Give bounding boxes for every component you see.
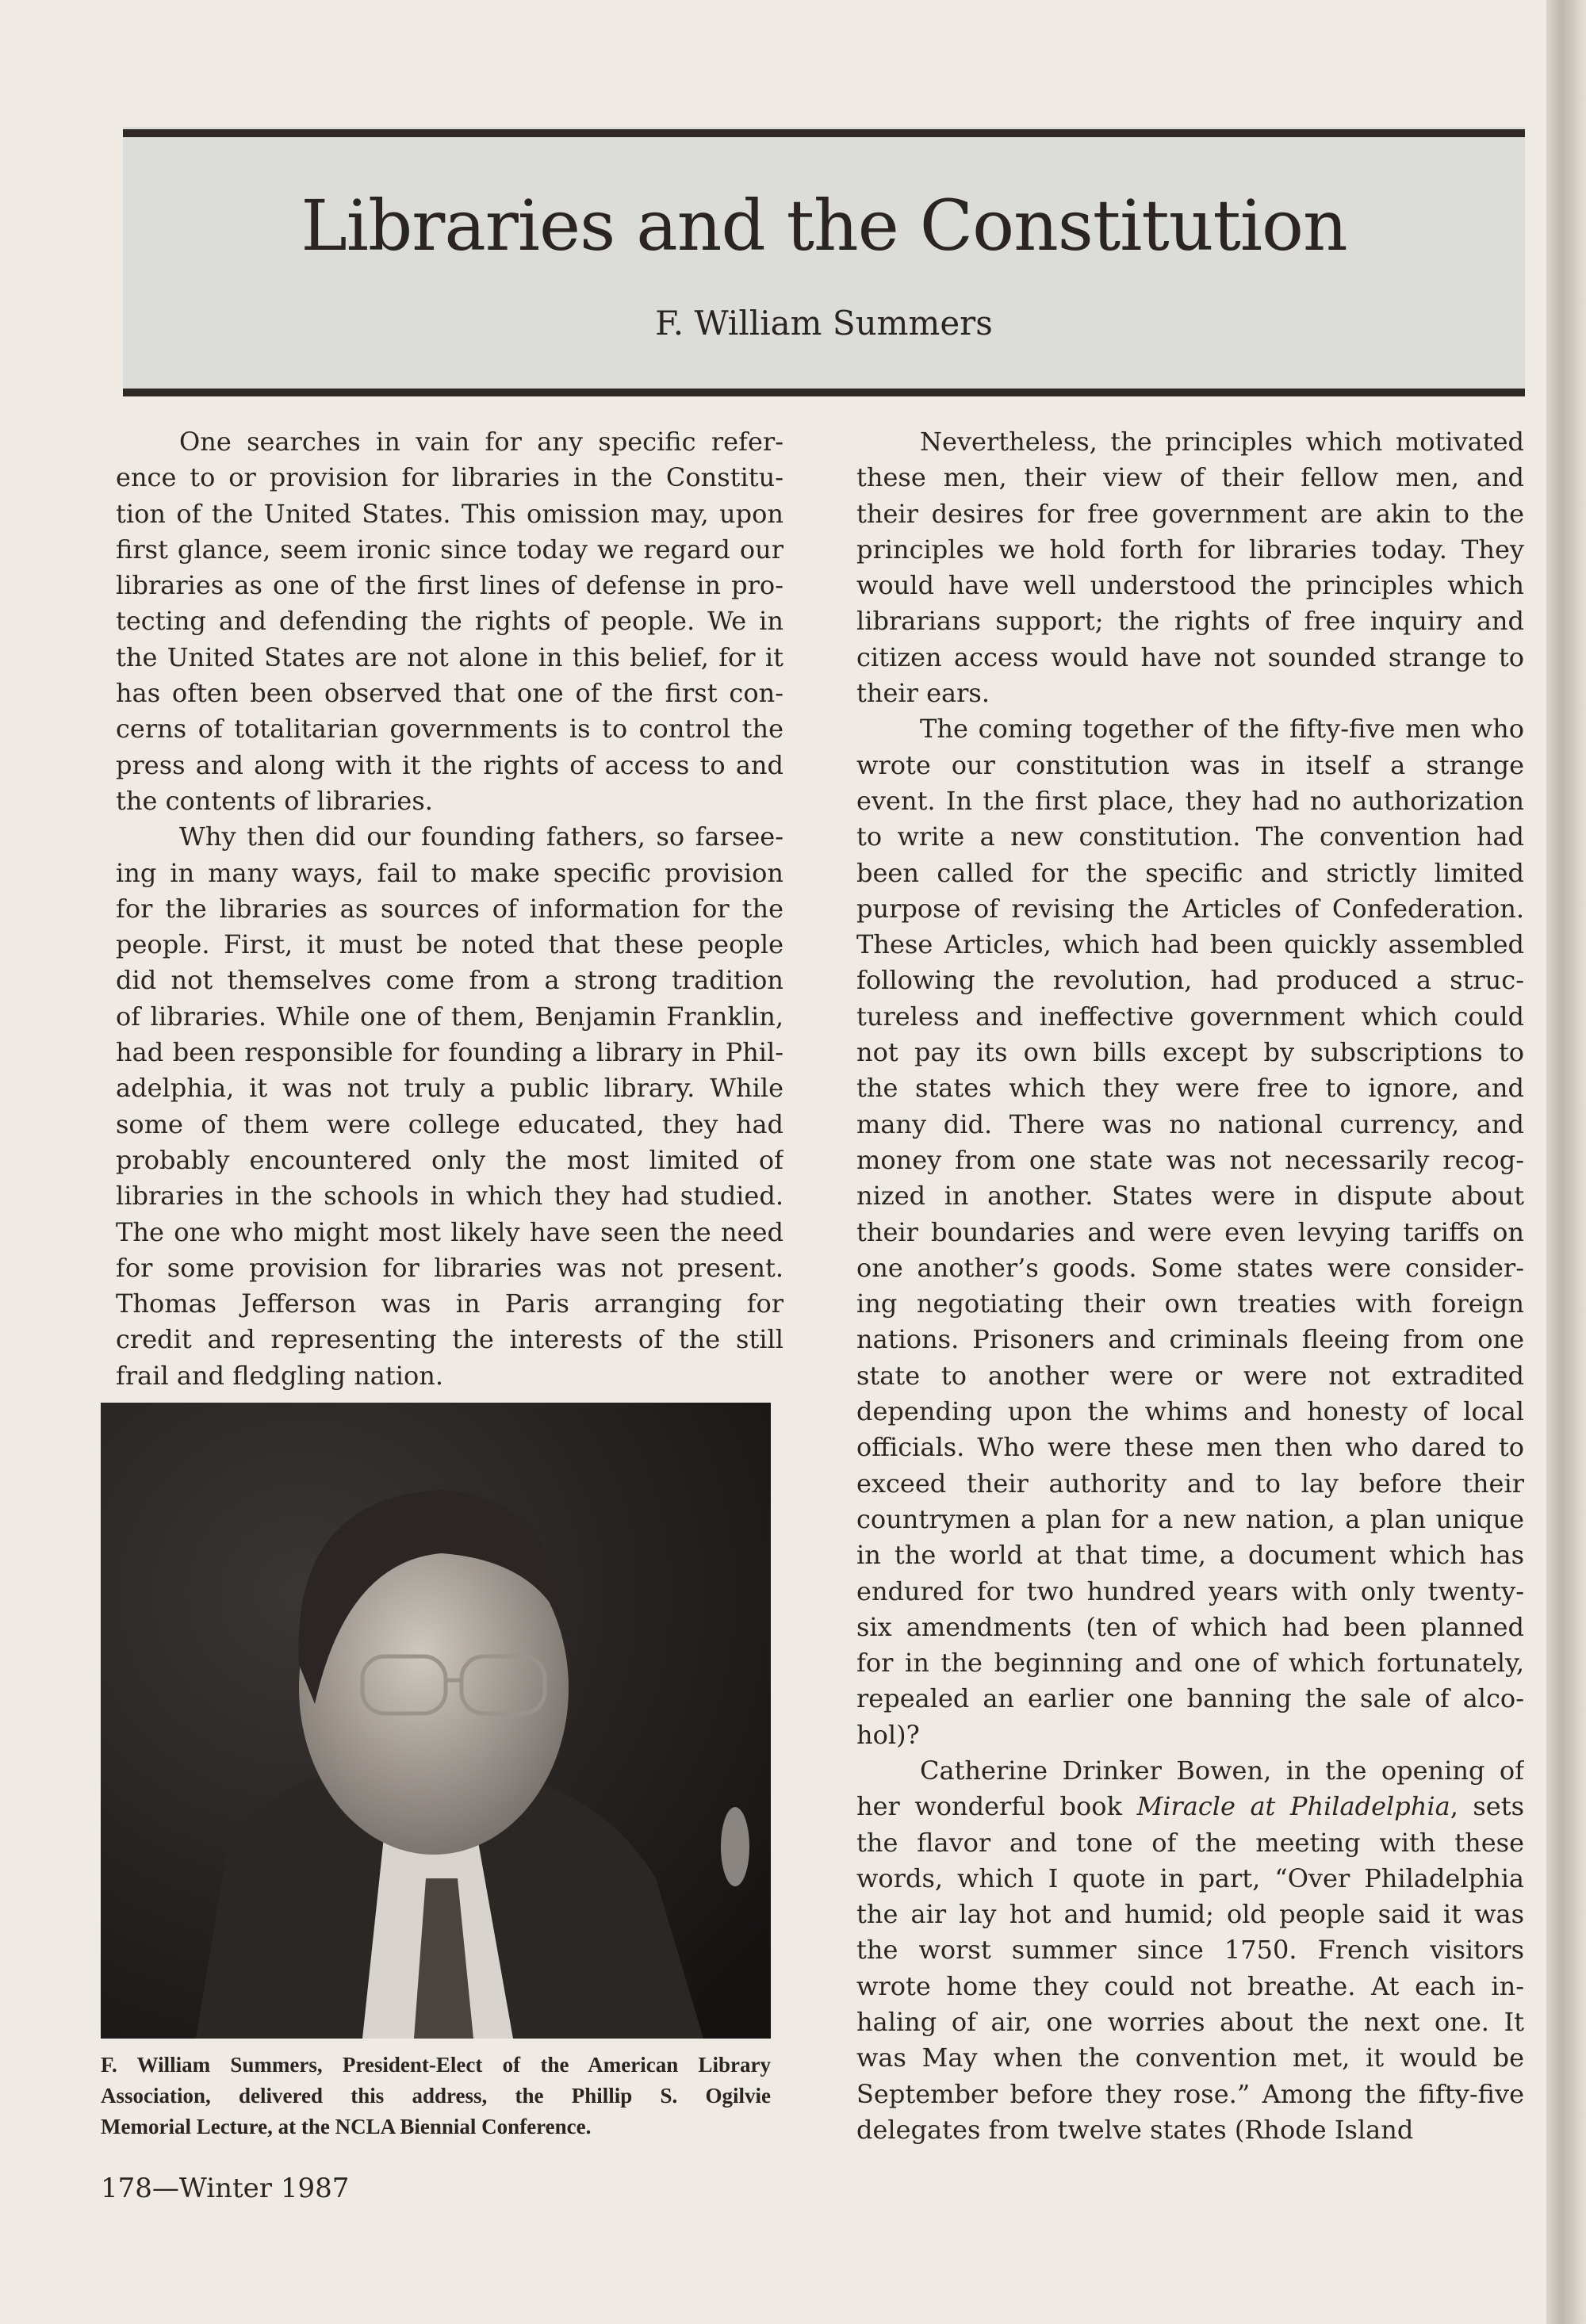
top-rule	[123, 129, 1525, 137]
text-line: exceed their authority and to lay before their	[856, 1468, 1524, 1499]
text-line: for the libraries as sources of information for the	[116, 893, 783, 924]
text-line: has often been observed that one of the first con-	[116, 678, 783, 709]
text-line: The coming together of the fifty-five men who	[920, 714, 1524, 745]
book-title: Miracle at Philadelphia	[1136, 1791, 1450, 1822]
text-line: her wonderful book Miracle at Philadelphia, sets	[856, 1791, 1524, 1822]
text-line: Catherine Drinker Bowen, in the opening of	[920, 1755, 1524, 1786]
text-line: state to another were or were not extradited	[856, 1360, 1524, 1391]
text-line: to write a new constitution. The convention had	[856, 821, 1524, 852]
text-line: wrote home they could not breathe. At each in-	[856, 1970, 1524, 2001]
paragraph	[856, 1753, 1524, 2148]
text-line: people. First, it must be noted that these people	[116, 929, 783, 960]
text-line: in the world at that time, a document which has	[856, 1540, 1524, 1571]
paragraph	[116, 819, 783, 1394]
text-line: endured for two hundred years with only twenty-	[856, 1575, 1524, 1606]
text-line: press and along with it the rights of access to and	[116, 749, 783, 780]
text-line: their ears.	[856, 678, 990, 709]
text-line: the contents of libraries.	[116, 785, 433, 816]
text-line: first glance, seem ironic since today we regard our	[116, 534, 783, 565]
text-line: The one who might most likely have seen the need	[116, 1216, 783, 1247]
text-line: adelphia, it was not truly a public library. While	[116, 1073, 783, 1104]
text-line: principles we hold forth for libraries today. They	[856, 534, 1524, 565]
text-line: probably encountered only the most limited of	[116, 1144, 783, 1175]
text-line: tureless and ineffective government which could	[856, 1001, 1524, 1032]
text-line: Nevertheless, the principles which motivated	[920, 427, 1524, 457]
text-line: did not themselves come from a strong tradition	[116, 965, 783, 996]
text-line: nized in another. States were in dispute about	[856, 1181, 1524, 1212]
text-line: been called for the specific and strictly limited	[856, 857, 1524, 888]
text-line: libraries as one of the first lines of defense in pro-	[116, 570, 783, 601]
text-line: these men, their view of their fellow men, and	[856, 462, 1524, 493]
text-line: had been responsible for founding a library in Phil-	[116, 1037, 783, 1068]
text-line: countrymen a plan for a new nation, a plan unique	[856, 1503, 1524, 1534]
text-line: the United States are not alone in this belief, for it	[116, 641, 783, 672]
text-line: the flavor and tone of the meeting with these	[856, 1827, 1524, 1858]
article-title: Libraries and the Constitution	[301, 185, 1347, 266]
text-line: repealed an earlier one banning the sale of alco-	[856, 1683, 1524, 1714]
text-line: hol)?	[856, 1719, 920, 1750]
article-author: F. William Summers	[655, 304, 993, 343]
text-line: the air lay hot and humid; old people said it was	[856, 1899, 1524, 1930]
text-line: Thomas Jefferson was in Paris arranging for	[116, 1288, 783, 1319]
text-line: was May when the convention met, it would be	[856, 2043, 1524, 2073]
text-line: money from one state was not necessarily recog-	[856, 1144, 1524, 1175]
text-line: credit and representing the interests of the still	[116, 1324, 783, 1355]
caption-line: F. William Summers, President-Elect of the American Library	[101, 2053, 771, 2077]
text-line: the states which they were free to ignore, and	[856, 1073, 1524, 1104]
text-line: following the revolution, had produced a struc-	[856, 965, 1524, 996]
text-line: one another’s goods. Some states were consider-	[856, 1252, 1524, 1283]
text-line: libraries in the schools in which they had studied.	[116, 1181, 783, 1212]
text-line: These Articles, which had been quickly assembled	[856, 929, 1524, 960]
caption-line: Association, delivered this address, the Phillip S. Ogilvie	[101, 2084, 771, 2108]
text-line: ing negotiating their own treaties with foreign	[856, 1288, 1524, 1319]
text-line: purpose of revising the Articles of Confederation.	[856, 893, 1524, 924]
text-line: tion of the United States. This omission may, upon	[116, 498, 783, 529]
text-line: the worst summer since 1750. French visitors	[856, 1935, 1524, 1966]
text-line: ing in many ways, fail to make specific provision	[116, 857, 783, 888]
text-line: cerns of totalitarian governments is to control the	[116, 714, 783, 745]
bottom-rule	[123, 389, 1525, 396]
text-line: some of them were college educated, they had	[116, 1108, 783, 1139]
text-line: not pay its own bills except by subscriptions to	[856, 1037, 1524, 1068]
paragraph	[856, 424, 1524, 711]
text-line: Why then did our founding fathers, so farsee-	[179, 821, 783, 852]
portrait-image	[101, 1403, 771, 2039]
text-line: six amendments (ten of which had been planned	[856, 1611, 1524, 1642]
text-line: their desires for free government are akin to the	[856, 498, 1524, 529]
caption-line: Memorial Lecture, at the NCLA Biennial Conference.	[101, 2115, 592, 2138]
text-line: citizen access would have not sounded strange to	[856, 641, 1524, 672]
text-line: wrote our constitution was in itself a strange	[856, 749, 1524, 780]
text-line: depending upon the whims and honesty of local	[856, 1396, 1524, 1427]
text-line: tecting and defending the rights of people. We in	[116, 606, 783, 637]
text-line: event. In the first place, they had no authorization	[856, 785, 1524, 816]
text-line: September before they rose.” Among the fifty-five	[856, 2078, 1524, 2109]
text-line: for in the beginning and one of which fortunately,	[856, 1648, 1524, 1679]
page-edge	[1546, 0, 1586, 2324]
text-line: delegates from twelve states (Rhode Island	[856, 2114, 1414, 2145]
text-line: nations. Prisoners and criminals fleeing from one	[856, 1324, 1524, 1355]
text-line: for some provision for libraries was not present.	[116, 1252, 783, 1283]
text-line: librarians support; the rights of free inquiry and	[856, 606, 1524, 637]
paragraph	[856, 711, 1524, 1753]
author-photo	[101, 1403, 771, 2039]
text-line: words, which I quote in part, “Over Philadelphia	[856, 1863, 1524, 1893]
text-line: haling of air, one worries about the next one. It	[856, 2007, 1524, 2038]
right-column	[856, 424, 1524, 2148]
left-column	[116, 424, 783, 1394]
text-line: One searches in vain for any specific refer-	[179, 427, 783, 457]
text-line: officials. Who were these men then who dared to	[856, 1432, 1524, 1463]
text-line: would have well understood the principles which	[856, 570, 1524, 601]
text-line: many did. There was no national currency, and	[856, 1108, 1524, 1139]
page-footer: 178—Winter 1987	[101, 2173, 350, 2204]
text-line: their boundaries and were even levying tariffs on	[856, 1216, 1524, 1247]
paragraph	[116, 424, 783, 819]
text-line: ence to or provision for libraries in the Constitu-	[116, 462, 783, 493]
text-line: of libraries. While one of them, Benjamin Franklin,	[116, 1001, 783, 1032]
photo-caption	[101, 2050, 771, 2142]
text-line: frail and fledgling nation.	[116, 1360, 444, 1391]
